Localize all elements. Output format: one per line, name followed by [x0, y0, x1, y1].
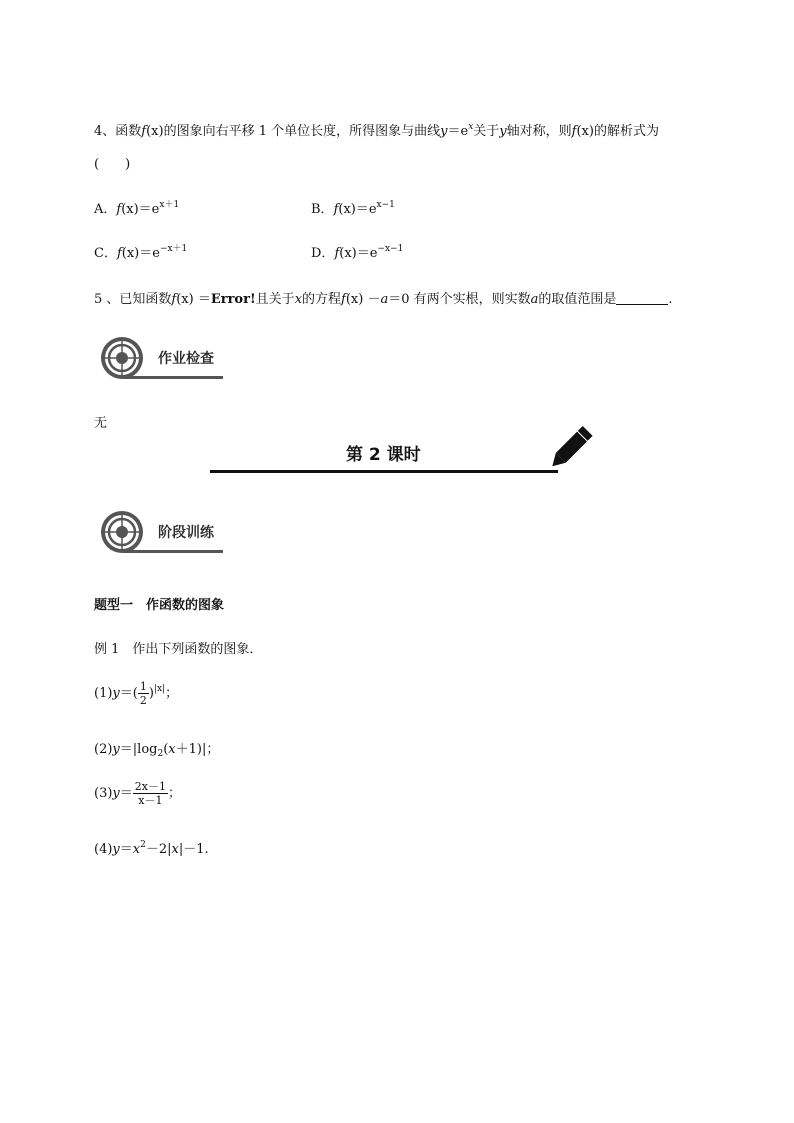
item-3-num: (3) — [94, 786, 113, 801]
item-4-x2: x — [171, 842, 179, 857]
question-5 — [94, 288, 673, 307]
q5-fx2: (x) － — [345, 292, 381, 307]
q5-text-mid2: 的方程 — [302, 292, 342, 307]
item-3 — [94, 780, 181, 807]
option-d — [311, 242, 403, 261]
lesson-banner-title: 第 2 课时 — [346, 445, 421, 465]
item-2 — [94, 738, 219, 757]
q4-f: f — [141, 124, 147, 139]
item-1-num-top: 1 — [139, 680, 147, 693]
option-c — [94, 242, 187, 261]
q5-prefix: 5 、已知函数 — [94, 292, 172, 307]
item-1-y: y — [112, 686, 120, 701]
item-1-fraction — [138, 680, 149, 707]
none-text: 无 — [94, 416, 108, 431]
item-3-eq: ＝ — [119, 786, 133, 801]
item-4-sup: 2 — [140, 840, 146, 850]
answer-blank — [616, 292, 668, 305]
item-1 — [94, 680, 178, 707]
q4-text-mid2: 关于 — [473, 124, 500, 139]
item-4 — [94, 838, 209, 857]
section-rule — [122, 376, 223, 379]
option-c-expr: (x)＝e — [121, 246, 160, 261]
option-a-label: A． — [94, 202, 117, 217]
section-header-homework — [100, 336, 230, 380]
item-2-mid: ( — [163, 742, 169, 757]
section-header-training — [100, 510, 230, 554]
item-3-denominator: x－1 — [138, 794, 163, 807]
q5-f: f — [171, 292, 177, 307]
type-heading: 题型一 作函数的图象 — [94, 598, 225, 613]
option-b-expr: (x)＝e — [338, 202, 377, 217]
item-4-mid: －2| — [145, 842, 172, 857]
q4-fx2-arg: (x) — [576, 124, 594, 139]
item-3-numerator: 2x－1 — [134, 780, 166, 793]
item-3-end: ； — [168, 786, 182, 801]
q5-dot: . — [668, 292, 673, 307]
item-4-eq: ＝ — [119, 842, 133, 857]
section-title-training: 阶段训练 — [158, 525, 214, 541]
option-a-f: f — [116, 202, 122, 217]
q5-fx: (x) ＝ — [176, 292, 211, 307]
section-title-homework: 作业检查 — [158, 351, 214, 367]
q4-text-mid3: 轴对称，则 — [506, 124, 572, 139]
q5-text-mid: 且关于 — [255, 292, 295, 307]
item-4-end: |－1. — [178, 842, 209, 857]
option-c-exp: −x＋1 — [159, 244, 188, 254]
q5-x: x — [294, 292, 303, 307]
option-d-exp: −x−1 — [377, 244, 404, 254]
target-icon — [100, 510, 144, 554]
banner-line — [210, 470, 558, 473]
item-1-eq: ＝( — [119, 686, 138, 701]
item-4-y: y — [112, 842, 120, 857]
q4-y: y — [440, 124, 448, 139]
q4-y-axis: y — [499, 124, 507, 139]
item-3-y: y — [112, 786, 120, 801]
option-d-label: D． — [311, 246, 335, 261]
q5-a2: a — [530, 292, 539, 307]
q4-fx-arg: (x) — [146, 124, 164, 139]
q4-exp-x: x — [468, 122, 474, 132]
q4-eq: ＝e — [447, 124, 469, 139]
option-a-exp: x＋1 — [159, 200, 180, 210]
section-rule — [122, 550, 223, 553]
target-icon — [100, 336, 144, 380]
option-b-label: B． — [311, 202, 334, 217]
question-4-line1 — [94, 120, 659, 139]
item-4-x: x — [132, 842, 141, 857]
item-4-num: (4) — [94, 842, 113, 857]
item-1-exp: |x| — [153, 684, 166, 694]
option-c-label: C． — [94, 246, 117, 261]
item-1-end: ； — [165, 686, 179, 701]
item-1-den: 2 — [139, 694, 147, 707]
q5-f2: f — [341, 292, 346, 307]
q5-error: Error! — [210, 292, 256, 307]
option-c-f: f — [116, 246, 122, 261]
q4-prefix: 4、函数 — [94, 124, 142, 139]
item-2-x: x — [168, 742, 176, 757]
option-b-f: f — [333, 202, 339, 217]
option-a-expr: (x)＝e — [121, 202, 160, 217]
q4-text-mid: 的图象向右平移 1 个单位长度，所得图象与曲线 — [163, 124, 441, 139]
item-2-eq: ＝|log — [119, 742, 158, 757]
option-b-exp: x−1 — [376, 200, 395, 210]
question-4-paren: ( ) — [94, 157, 131, 172]
item-1-num: (1) — [94, 686, 113, 701]
q4-f2: f — [571, 124, 577, 139]
item-2-num: (2) — [94, 742, 113, 757]
item-3-fraction — [133, 780, 168, 807]
item-2-end: ＋1)|； — [175, 742, 220, 757]
pencil-icon — [540, 420, 600, 480]
item-2-y: y — [112, 742, 120, 757]
option-a — [94, 198, 179, 217]
option-d-expr: (x)＝e — [339, 246, 378, 261]
example-1: 例 1 作出下列函数的图象． — [94, 642, 263, 657]
q4-text-end: 的解析式为 — [593, 124, 659, 139]
option-d-f: f — [334, 246, 340, 261]
q5-a: a — [380, 292, 389, 307]
q5-text-end: 的取值范围是 — [538, 292, 617, 307]
q5-text-mid3: ＝0 有两个实根，则实数 — [388, 292, 531, 307]
item-1-close: ) — [148, 686, 154, 701]
option-b — [311, 198, 395, 217]
item-2-sub: 2 — [157, 749, 164, 759]
